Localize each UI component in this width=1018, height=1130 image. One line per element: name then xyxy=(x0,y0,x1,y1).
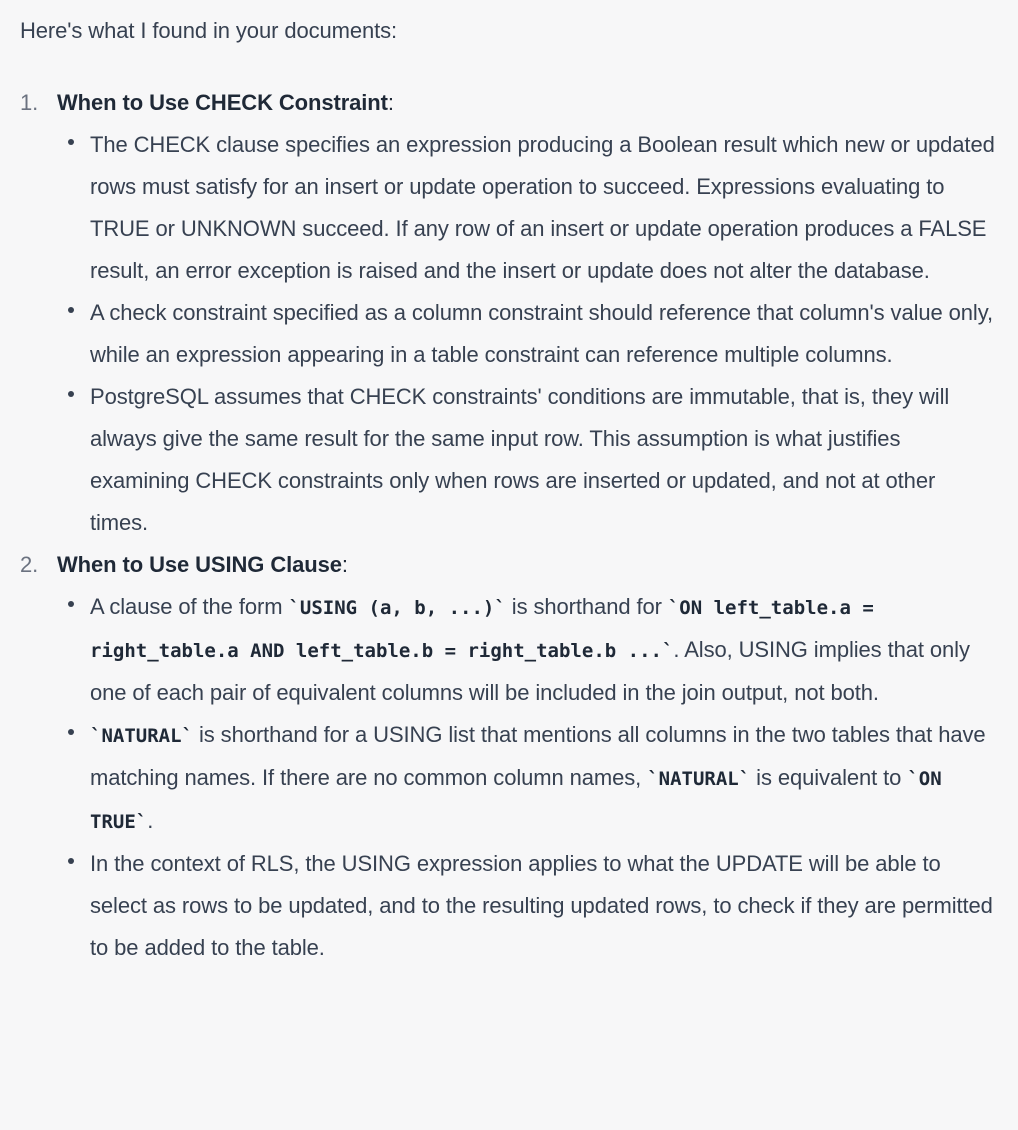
text-segment: is equivalent to xyxy=(750,765,908,790)
text-segment: The CHECK clause specifies an expression producing a Boolean result which new or updated rows must satisfy for an insert or update operation to succeed. Expressions evaluating to TRUE or UNKNOWN succeed. If any row of an insert or update operation produces a FALSE result, an error exception is raised and the insert or update does not alter the database. xyxy=(90,132,995,283)
text-segment: . Also, USING implies that only one of each pair of equivalent columns will be included in the join output, not both. xyxy=(90,637,970,705)
list-number: 1. xyxy=(20,90,39,115)
bullet-dot-icon xyxy=(68,601,74,607)
bullet-dot-icon xyxy=(68,858,74,864)
text-segment: is shorthand for xyxy=(505,594,668,619)
bullet-marker xyxy=(57,843,90,969)
bullet-item xyxy=(57,376,996,544)
bullet-list xyxy=(57,586,996,969)
list-item-heading: When to Use USING Clause xyxy=(57,552,342,577)
text-segment: is shorthand for a USING list that mentions all columns in the two tables that have matching names. If there are no common column names, xyxy=(90,722,986,790)
bullet-item xyxy=(57,843,996,969)
list-item-heading: When to Use CHECK Constraint xyxy=(57,90,388,115)
bullet-marker xyxy=(57,376,90,544)
bullet-marker xyxy=(57,292,90,376)
bullet-item xyxy=(57,292,996,376)
text-segment: In the context of RLS, the USING expression applies to what the UPDATE will be able to select as rows to be updated, and to the resulting updated rows, to check if they are permitted to be added to the table. xyxy=(90,851,993,960)
bullet-item xyxy=(57,714,996,843)
text-segment: . xyxy=(147,808,154,833)
list-item-heading-line xyxy=(57,544,996,586)
text-segment: A clause of the form xyxy=(90,594,289,619)
inline-code: `ON left_table.a = right_table.a AND left_table.b = right_table.b ...` xyxy=(90,597,886,662)
bullet-dot-icon xyxy=(68,391,74,397)
bullet-list xyxy=(57,124,996,544)
text-segment: PostgreSQL assumes that CHECK constraints' conditions are immutable, that is, they will always give the same result for the same input row. This assumption is what justifies examining CHECK constraints only when rows are inserted or updated, and not at other times. xyxy=(90,384,950,535)
inline-code: `USING (a, b, ...)` xyxy=(288,597,506,619)
list-item-check-constraint xyxy=(20,82,996,544)
numbered-list xyxy=(20,82,996,969)
bullet-text xyxy=(90,586,996,714)
heading-colon: : xyxy=(341,552,348,577)
bullet-text xyxy=(90,843,996,969)
bullet-dot-icon xyxy=(68,729,74,735)
bullet-dot-icon xyxy=(68,307,74,313)
bullet-marker xyxy=(57,714,90,843)
bullet-text xyxy=(90,124,996,292)
list-number: 2. xyxy=(20,552,39,577)
bullet-dot-icon xyxy=(68,139,74,145)
text-segment: A check constraint specified as a column constraint should reference that column's value only, while an expression appearing in a table constraint can reference multiple columns. xyxy=(90,300,993,367)
bullet-marker xyxy=(57,124,90,292)
inline-code: `NATURAL` xyxy=(647,768,751,790)
bullet-text xyxy=(90,376,996,544)
list-item-body xyxy=(57,82,996,544)
inline-code: `ON TRUE` xyxy=(90,768,954,833)
bullet-text xyxy=(90,292,996,376)
bullet-item xyxy=(57,124,996,292)
list-item-using-clause xyxy=(20,544,996,969)
list-item-heading-line xyxy=(57,82,996,124)
heading-colon: : xyxy=(387,90,394,115)
bullet-item xyxy=(57,586,996,714)
bullet-text xyxy=(90,714,996,843)
list-item-body xyxy=(57,544,996,969)
inline-code: `NATURAL` xyxy=(90,725,193,747)
intro-text: Here's what I found in your documents: xyxy=(20,18,398,43)
bullet-marker xyxy=(57,586,90,714)
